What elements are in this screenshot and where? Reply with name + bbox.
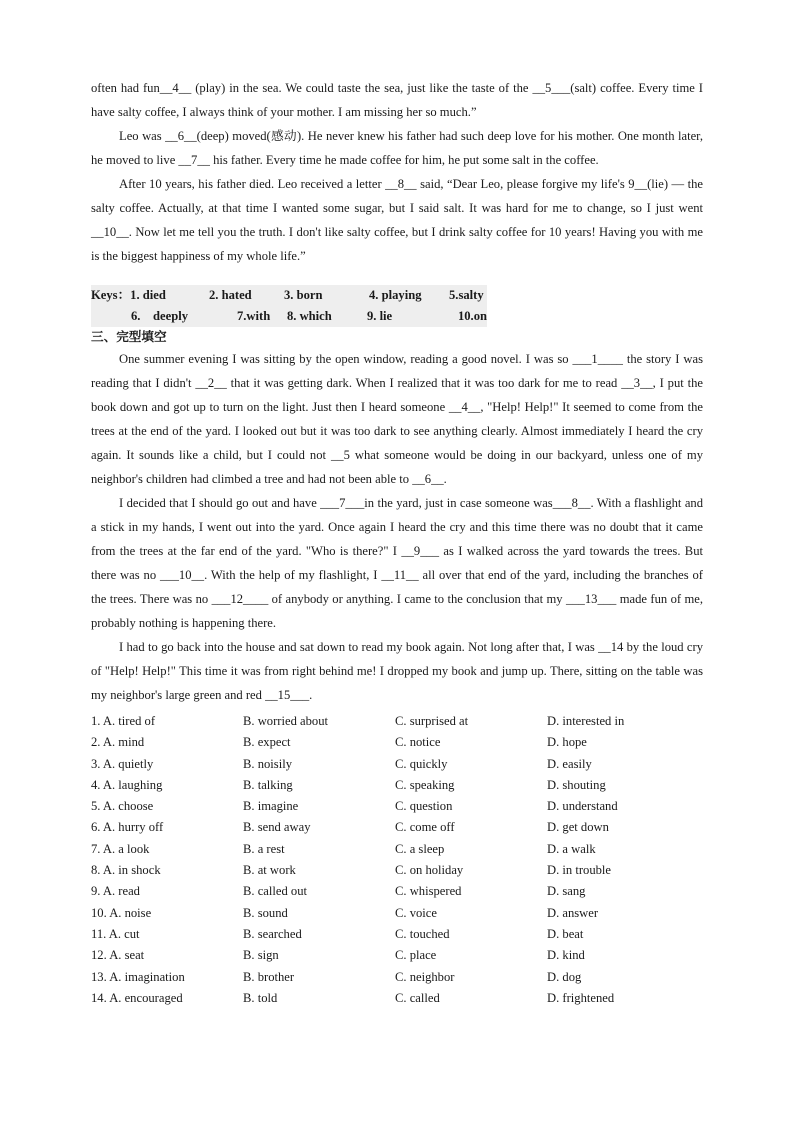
option-row [91, 967, 703, 988]
option: 6. A. hurry off [91, 820, 164, 835]
section-title: 三、完型填空 [91, 330, 167, 344]
option: 4. A. laughing [91, 777, 163, 792]
option: B. send away [243, 820, 311, 835]
option: D. shouting [547, 777, 606, 792]
option: C. speaking [395, 777, 455, 792]
key-item: 2. hated [209, 288, 252, 302]
option: D. frightened [547, 990, 615, 1005]
option: 3. A. quietly [91, 756, 154, 771]
option-row [91, 817, 703, 838]
option: B. called out [243, 884, 308, 899]
paragraph: After 10 years, his father died. Leo received a letter __8__ said, “Dear Leo, please forgive my life's 9__(lie) — the salty coffee. Actually, at that time I wanted some sugar, but I said salt. It was hard for me to change, so I just went __10__. Now let me tell you the truth. I don't like salty coffee, but I drink salty coffee for 10 years! Having you with me is the biggest happiness of my whole life.” [91, 177, 703, 263]
option-row [91, 839, 703, 860]
option: D. answer [547, 905, 599, 920]
option: C. neighbor [395, 969, 455, 984]
key-item: 6. deeply [131, 309, 189, 323]
option: D. interested in [547, 714, 625, 728]
option: 10. A. noise [91, 905, 152, 920]
keys-row-1 [91, 285, 487, 306]
option: B. brother [243, 969, 295, 984]
key-item: 7.with [236, 309, 271, 323]
option: B. worried about [243, 714, 328, 728]
option-row [91, 754, 703, 775]
option: D. dog [547, 969, 582, 984]
option: B. imagine [243, 799, 299, 814]
option: D. kind [547, 948, 585, 963]
option-row [91, 732, 703, 753]
options-list [91, 711, 703, 1009]
option-row [91, 945, 703, 966]
option: D. easily [547, 756, 592, 771]
option: C. surprised at [395, 714, 469, 728]
option: C. place [395, 948, 437, 963]
option: D. sang [547, 884, 586, 899]
passage-cloze [91, 347, 703, 707]
option-row [91, 924, 703, 945]
option-row [91, 711, 703, 732]
paragraph: I had to go back into the house and sat down to read my book again. Not long after that, I was __14 by the loud cry of "Help! Help!" This time it was from right behind me! I dropped my book and jump up. There, sitting on the table was my neighbor's large green and red __15___. [91, 640, 703, 702]
option: 7. A. a look [91, 841, 150, 856]
keys-row-2 [91, 306, 487, 327]
option: D. understand [547, 799, 618, 814]
option: D. a walk [547, 841, 596, 856]
option: 1. A. tired of [91, 714, 156, 728]
option: 5. A. choose [91, 799, 154, 814]
option: C. come off [395, 820, 455, 835]
option-row [91, 903, 703, 924]
option: B. told [243, 990, 278, 1005]
option: D. beat [547, 926, 584, 941]
key-item: Keys：1. died [91, 288, 166, 302]
option-row [91, 796, 703, 817]
answer-keys [91, 285, 703, 327]
option: C. whispered [395, 884, 462, 899]
option: 2. A. mind [91, 735, 145, 750]
option: C. question [395, 799, 453, 814]
option-row [91, 860, 703, 881]
option: D. get down [547, 820, 609, 835]
paragraph: I decided that I should go out and have ___7___in the yard, just in case someone was___8__. With a flashlight and a stick in my hands, I went out into the yard. Once again I heard the cry and this time there was no doubt that it came from the trees at the far end of the yard. "Who is there?" I __9___ as I walked across the yard towards the trees. But there was no ___10__. With the help of my flashlight, I __11__ all over that end of the yard, including the branches of the trees. There was no ___12____ of anybody or anything. I came to the conclusion that my ___13___ made fun of me, probably nothing is happening there. [91, 496, 703, 630]
option: B. talking [243, 777, 293, 792]
option: C. quickly [395, 756, 448, 771]
option: B. sound [243, 905, 288, 920]
option: B. sign [243, 948, 279, 963]
key-item: 8. which [286, 309, 332, 323]
key-item: 9. lie [366, 309, 393, 323]
option: 14. A. encouraged [91, 990, 183, 1005]
option: 9. A. read [91, 884, 140, 899]
option: C. called [395, 990, 440, 1005]
paragraph: often had fun__4__ (play) in the sea. We could taste the sea, just like the taste of the __5___(salt) coffee. Every time I have salty coffee, I always think of your mother. I am missing her so much.” [91, 81, 703, 119]
option: C. a sleep [395, 841, 445, 856]
option: B. noisily [243, 756, 292, 771]
option: B. expect [243, 735, 291, 750]
option: 13. A. imagination [91, 969, 185, 984]
option: B. at work [243, 863, 296, 878]
passage-story-salty-coffee [91, 76, 703, 268]
option: C. voice [395, 905, 437, 920]
option: 8. A. in shock [91, 863, 161, 878]
option: C. touched [395, 926, 450, 941]
option: B. searched [243, 926, 302, 941]
page-content [91, 76, 703, 1009]
paragraph: Leo was __6__(deep) moved(感动). He never knew his father had such deep love for his mother. One month later, he moved to live __7__ his father. Every time he made coffee for him, he put some salt in the coffee. [91, 129, 703, 167]
option: D. in trouble [547, 863, 612, 878]
option: C. notice [395, 735, 441, 750]
key-item: 4. playing [369, 288, 422, 302]
option: 12. A. seat [91, 948, 145, 963]
option: D. hope [547, 735, 587, 750]
option-row [91, 775, 703, 796]
option-row [91, 988, 703, 1009]
option-row [91, 881, 703, 902]
paragraph: One summer evening I was sitting by the open window, reading a good novel. I was so ___1____ the story I was reading that I didn't __2__ that it was getting dark. When I realized that it was too dark for me to read __3__, I put the book down and got up to turn on the light. Just then I heard someone __4__, "Help! Help!" It seemed to come from the trees at the end of the yard. I looked out but it was too dark to see anything clearly. Almost immediately I heard the cry again. It sounds like a child, but I could not __5 what someone would be doing in our backyard, unless one of my neighbor's children had climbed a tree and had not been able to __6__. [91, 352, 703, 486]
key-item: 5.salty [449, 288, 484, 302]
option: C. on holiday [395, 863, 464, 878]
key-item: 10.on [457, 309, 487, 323]
option: B. a rest [243, 841, 285, 856]
key-item: 3. born [284, 288, 323, 302]
option: 11. A. cut [91, 926, 140, 941]
